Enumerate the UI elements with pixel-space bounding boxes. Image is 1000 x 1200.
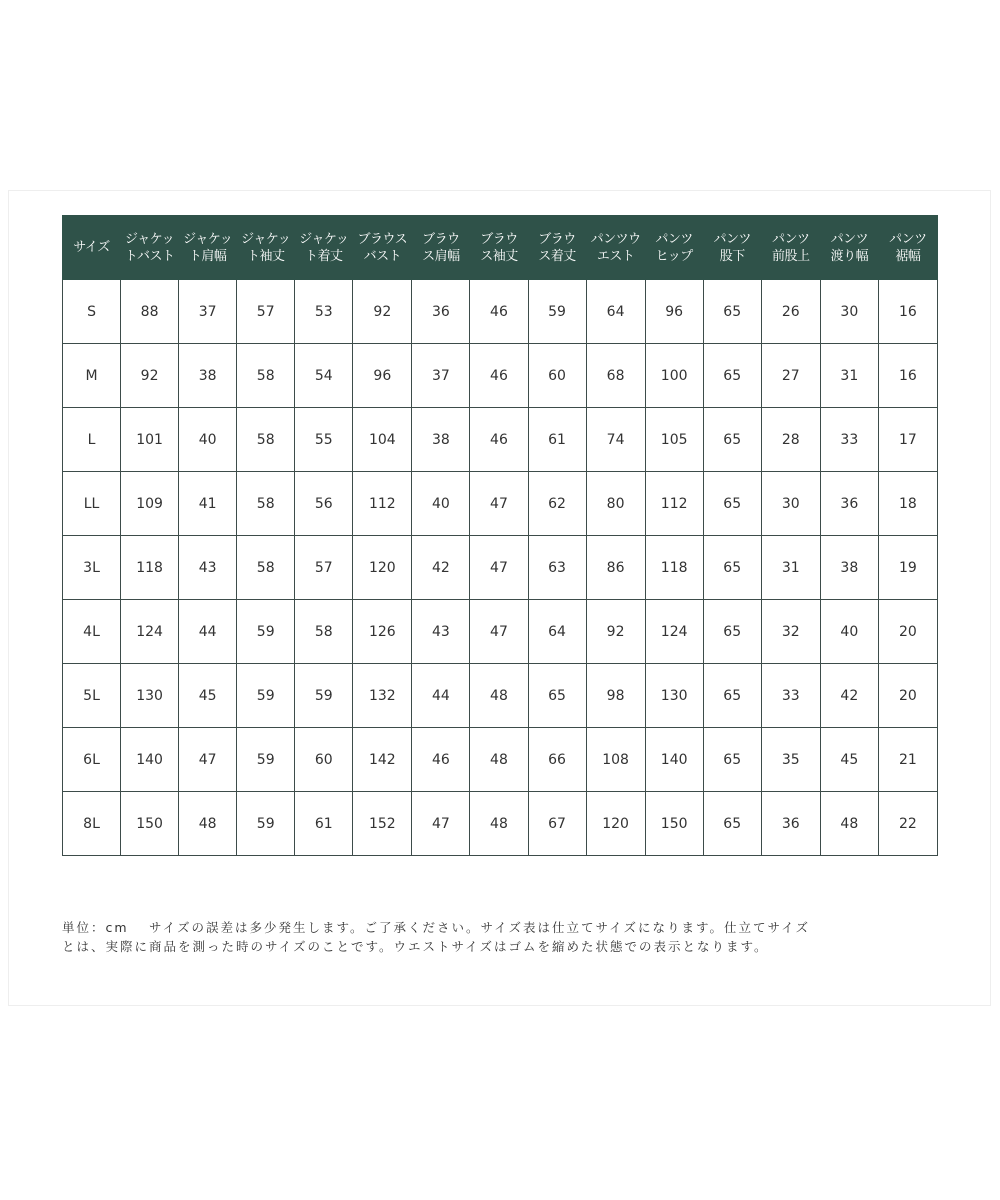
measurement-cell: 33 bbox=[761, 664, 820, 728]
column-header: パンツウ エスト bbox=[586, 216, 645, 280]
column-header: パンツ ヒップ bbox=[645, 216, 703, 280]
measurement-cell: 64 bbox=[528, 600, 586, 664]
measurement-cell: 58 bbox=[237, 344, 295, 408]
measurement-cell: 92 bbox=[121, 344, 179, 408]
measurement-cell: 58 bbox=[237, 472, 295, 536]
measurement-cell: 40 bbox=[412, 472, 470, 536]
measurement-cell: 31 bbox=[820, 344, 878, 408]
measurement-cell: 47 bbox=[179, 728, 237, 792]
measurement-cell: 38 bbox=[820, 536, 878, 600]
measurement-cell: 48 bbox=[820, 792, 878, 856]
measurement-cell: 43 bbox=[412, 600, 470, 664]
measurement-cell: 132 bbox=[353, 664, 412, 728]
measurement-cell: 59 bbox=[237, 664, 295, 728]
column-header: サイズ bbox=[63, 216, 121, 280]
column-header: ジャケッ ト袖丈 bbox=[237, 216, 295, 280]
column-header: ジャケッ ト肩幅 bbox=[179, 216, 237, 280]
size-table bbox=[62, 215, 938, 856]
measurement-cell: 92 bbox=[353, 280, 412, 344]
measurement-cell: 65 bbox=[703, 600, 761, 664]
measurement-cell: 112 bbox=[353, 472, 412, 536]
measurement-cell: 47 bbox=[470, 472, 528, 536]
column-header: ジャケッ ト着丈 bbox=[295, 216, 353, 280]
note-line-1: 単位：cm サイズの誤差は多少発生します。ご了承ください。サイズ表は仕立てサイズになります。仕立てサイズ bbox=[62, 920, 811, 935]
measurement-cell: 36 bbox=[761, 792, 820, 856]
measurement-cell: 68 bbox=[586, 344, 645, 408]
measurement-cell: 32 bbox=[761, 600, 820, 664]
size-label-cell: S bbox=[63, 280, 121, 344]
measurement-cell: 46 bbox=[470, 344, 528, 408]
measurement-cell: 59 bbox=[237, 728, 295, 792]
measurement-cell: 130 bbox=[645, 664, 703, 728]
measurement-cell: 67 bbox=[528, 792, 586, 856]
measurement-cell: 53 bbox=[295, 280, 353, 344]
measurement-cell: 30 bbox=[820, 280, 878, 344]
measurement-cell: 112 bbox=[645, 472, 703, 536]
column-header: パンツ 裾幅 bbox=[878, 216, 937, 280]
measurement-cell: 58 bbox=[237, 536, 295, 600]
column-header: ジャケッ トバスト bbox=[121, 216, 179, 280]
measurement-cell: 26 bbox=[761, 280, 820, 344]
note-line-2: とは、実際に商品を測った時のサイズのことです。ウエストサイズはゴムを縮めた状態での表示となります。 bbox=[62, 939, 769, 954]
table-row bbox=[63, 600, 938, 664]
measurement-cell: 16 bbox=[878, 344, 937, 408]
measurement-cell: 66 bbox=[528, 728, 586, 792]
size-label-cell: 3L bbox=[63, 536, 121, 600]
measurement-cell: 40 bbox=[820, 600, 878, 664]
measurement-cell: 42 bbox=[820, 664, 878, 728]
measurement-cell: 140 bbox=[121, 728, 179, 792]
measurement-cell: 38 bbox=[412, 408, 470, 472]
measurement-cell: 36 bbox=[412, 280, 470, 344]
measurement-cell: 61 bbox=[528, 408, 586, 472]
measurement-cell: 96 bbox=[645, 280, 703, 344]
measurement-cell: 105 bbox=[645, 408, 703, 472]
measurement-cell: 57 bbox=[237, 280, 295, 344]
measurement-cell: 60 bbox=[295, 728, 353, 792]
measurement-cell: 36 bbox=[820, 472, 878, 536]
column-header: パンツ 股下 bbox=[703, 216, 761, 280]
measurement-cell: 31 bbox=[761, 536, 820, 600]
column-header: ブラウ ス着丈 bbox=[528, 216, 586, 280]
measurement-cell: 65 bbox=[703, 408, 761, 472]
measurement-cell: 59 bbox=[237, 792, 295, 856]
measurement-cell: 64 bbox=[586, 280, 645, 344]
measurement-cell: 57 bbox=[295, 536, 353, 600]
measurement-cell: 62 bbox=[528, 472, 586, 536]
measurement-cell: 126 bbox=[353, 600, 412, 664]
table-row bbox=[63, 344, 938, 408]
size-label-cell: 5L bbox=[63, 664, 121, 728]
table-row bbox=[63, 536, 938, 600]
measurement-cell: 27 bbox=[761, 344, 820, 408]
measurement-cell: 18 bbox=[878, 472, 937, 536]
measurement-cell: 44 bbox=[412, 664, 470, 728]
measurement-cell: 59 bbox=[295, 664, 353, 728]
size-note bbox=[62, 918, 938, 956]
table-row bbox=[63, 408, 938, 472]
measurement-cell: 19 bbox=[878, 536, 937, 600]
measurement-cell: 98 bbox=[586, 664, 645, 728]
measurement-cell: 65 bbox=[703, 728, 761, 792]
column-header: ブラウ ス肩幅 bbox=[412, 216, 470, 280]
measurement-cell: 63 bbox=[528, 536, 586, 600]
table-header bbox=[63, 216, 938, 280]
measurement-cell: 88 bbox=[121, 280, 179, 344]
measurement-cell: 118 bbox=[121, 536, 179, 600]
measurement-cell: 43 bbox=[179, 536, 237, 600]
measurement-cell: 150 bbox=[645, 792, 703, 856]
measurement-cell: 46 bbox=[412, 728, 470, 792]
measurement-cell: 48 bbox=[470, 792, 528, 856]
table-row bbox=[63, 280, 938, 344]
measurement-cell: 150 bbox=[121, 792, 179, 856]
measurement-cell: 65 bbox=[703, 664, 761, 728]
measurement-cell: 65 bbox=[703, 536, 761, 600]
measurement-cell: 152 bbox=[353, 792, 412, 856]
measurement-cell: 40 bbox=[179, 408, 237, 472]
measurement-cell: 65 bbox=[703, 472, 761, 536]
measurement-cell: 20 bbox=[878, 664, 937, 728]
measurement-cell: 74 bbox=[586, 408, 645, 472]
measurement-cell: 80 bbox=[586, 472, 645, 536]
column-header: ブラウス バスト bbox=[353, 216, 412, 280]
measurement-cell: 37 bbox=[412, 344, 470, 408]
measurement-cell: 37 bbox=[179, 280, 237, 344]
table-body bbox=[63, 280, 938, 856]
size-label-cell: M bbox=[63, 344, 121, 408]
measurement-cell: 124 bbox=[645, 600, 703, 664]
measurement-cell: 86 bbox=[586, 536, 645, 600]
measurement-cell: 142 bbox=[353, 728, 412, 792]
measurement-cell: 118 bbox=[645, 536, 703, 600]
measurement-cell: 20 bbox=[878, 600, 937, 664]
table-row bbox=[63, 728, 938, 792]
measurement-cell: 60 bbox=[528, 344, 586, 408]
table-row bbox=[63, 472, 938, 536]
column-header: パンツ 前股上 bbox=[761, 216, 820, 280]
measurement-cell: 45 bbox=[820, 728, 878, 792]
table-row bbox=[63, 792, 938, 856]
measurement-cell: 140 bbox=[645, 728, 703, 792]
measurement-cell: 101 bbox=[121, 408, 179, 472]
measurement-cell: 56 bbox=[295, 472, 353, 536]
measurement-cell: 58 bbox=[237, 408, 295, 472]
measurement-cell: 47 bbox=[470, 536, 528, 600]
measurement-cell: 48 bbox=[179, 792, 237, 856]
size-label-cell: L bbox=[63, 408, 121, 472]
measurement-cell: 16 bbox=[878, 280, 937, 344]
measurement-cell: 44 bbox=[179, 600, 237, 664]
measurement-cell: 38 bbox=[179, 344, 237, 408]
measurement-cell: 47 bbox=[470, 600, 528, 664]
size-label-cell: LL bbox=[63, 472, 121, 536]
measurement-cell: 28 bbox=[761, 408, 820, 472]
measurement-cell: 21 bbox=[878, 728, 937, 792]
measurement-cell: 100 bbox=[645, 344, 703, 408]
measurement-cell: 35 bbox=[761, 728, 820, 792]
measurement-cell: 130 bbox=[121, 664, 179, 728]
measurement-cell: 58 bbox=[295, 600, 353, 664]
measurement-cell: 108 bbox=[586, 728, 645, 792]
measurement-cell: 124 bbox=[121, 600, 179, 664]
measurement-cell: 61 bbox=[295, 792, 353, 856]
measurement-cell: 120 bbox=[353, 536, 412, 600]
measurement-cell: 47 bbox=[412, 792, 470, 856]
table-row bbox=[63, 664, 938, 728]
measurement-cell: 55 bbox=[295, 408, 353, 472]
measurement-cell: 59 bbox=[237, 600, 295, 664]
measurement-cell: 46 bbox=[470, 280, 528, 344]
measurement-cell: 54 bbox=[295, 344, 353, 408]
measurement-cell: 104 bbox=[353, 408, 412, 472]
measurement-cell: 30 bbox=[761, 472, 820, 536]
measurement-cell: 17 bbox=[878, 408, 937, 472]
measurement-cell: 65 bbox=[703, 280, 761, 344]
measurement-cell: 120 bbox=[586, 792, 645, 856]
column-header: パンツ 渡り幅 bbox=[820, 216, 878, 280]
measurement-cell: 46 bbox=[470, 408, 528, 472]
measurement-cell: 22 bbox=[878, 792, 937, 856]
measurement-cell: 65 bbox=[528, 664, 586, 728]
measurement-cell: 92 bbox=[586, 600, 645, 664]
header-row bbox=[63, 216, 938, 280]
measurement-cell: 42 bbox=[412, 536, 470, 600]
measurement-cell: 33 bbox=[820, 408, 878, 472]
measurement-cell: 45 bbox=[179, 664, 237, 728]
measurement-cell: 41 bbox=[179, 472, 237, 536]
size-label-cell: 6L bbox=[63, 728, 121, 792]
measurement-cell: 59 bbox=[528, 280, 586, 344]
column-header: ブラウ ス袖丈 bbox=[470, 216, 528, 280]
measurement-cell: 96 bbox=[353, 344, 412, 408]
measurement-cell: 65 bbox=[703, 344, 761, 408]
measurement-cell: 48 bbox=[470, 664, 528, 728]
measurement-cell: 109 bbox=[121, 472, 179, 536]
measurement-cell: 48 bbox=[470, 728, 528, 792]
measurement-cell: 65 bbox=[703, 792, 761, 856]
size-label-cell: 8L bbox=[63, 792, 121, 856]
size-label-cell: 4L bbox=[63, 600, 121, 664]
